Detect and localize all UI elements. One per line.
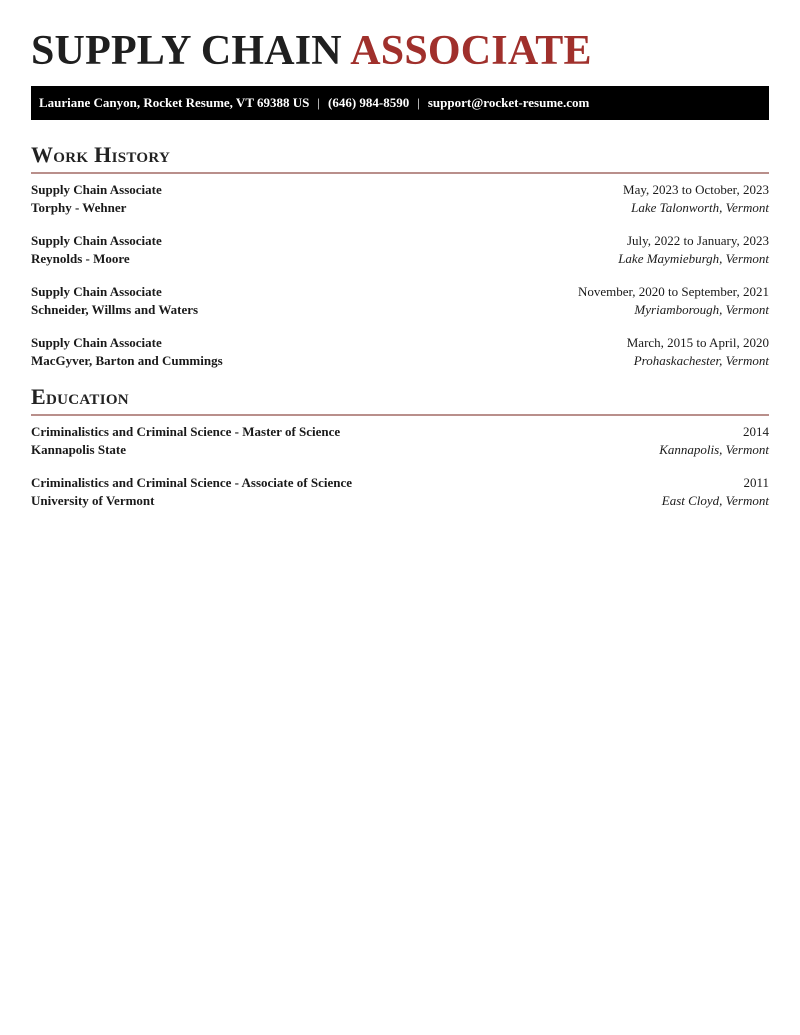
title-first-part: SUPPLY CHAIN — [31, 28, 342, 74]
contact-separator: | — [317, 95, 320, 110]
contact-phone: (646) 984-8590 — [327, 95, 410, 110]
job-location: Myriamborough, Vermont — [634, 302, 769, 317]
education-entry — [31, 423, 769, 459]
work-entry — [31, 232, 769, 268]
contact-bar — [31, 86, 769, 120]
job-location: Lake Talonworth, Vermont — [631, 200, 769, 215]
section-divider — [31, 172, 769, 174]
job-title: Supply Chain Associate — [31, 182, 162, 197]
degree-title: Criminalistics and Criminal Science - Associate of Science — [31, 475, 352, 490]
title-accent-part: ASSOCIATE — [350, 28, 592, 74]
school-location: Kannapolis, Vermont — [659, 442, 769, 457]
contact-address: Lauriane Canyon, Rocket Resume, VT 69388 US — [39, 95, 310, 110]
work-history-list — [31, 181, 769, 370]
job-location: Lake Maymieburgh, Vermont — [618, 251, 769, 266]
job-dates: May, 2023 to October, 2023 — [623, 182, 769, 197]
job-title: Supply Chain Associate — [31, 233, 162, 248]
section-divider — [31, 414, 769, 416]
company-name: Torphy - Wehner — [31, 200, 127, 215]
school-name: Kannapolis State — [31, 442, 126, 457]
education-list — [31, 423, 769, 510]
company-name: Reynolds - Moore — [31, 251, 130, 266]
contact-separator: | — [417, 95, 420, 110]
graduation-year: 2014 — [743, 424, 769, 439]
job-location: Prohaskachester, Vermont — [633, 353, 769, 368]
company-name: Schneider, Willms and Waters — [31, 302, 199, 317]
school-location: East Cloyd, Vermont — [661, 493, 769, 508]
school-name: University of Vermont — [31, 493, 155, 508]
job-title: Supply Chain Associate — [31, 335, 162, 350]
contact-email: support@rocket-resume.com — [427, 95, 590, 110]
graduation-year: 2011 — [743, 475, 769, 490]
work-history-heading: Work History — [31, 142, 171, 167]
job-dates: July, 2022 to January, 2023 — [626, 233, 769, 248]
job-title: Supply Chain Associate — [31, 284, 162, 299]
education-heading: Education — [31, 384, 129, 409]
job-dates: March, 2015 to April, 2020 — [626, 335, 769, 350]
work-entry — [31, 334, 769, 370]
resume-title — [31, 0, 769, 74]
work-entry — [31, 283, 769, 319]
education-entry — [31, 474, 769, 510]
job-dates: November, 2020 to September, 2021 — [577, 284, 769, 299]
company-name: MacGyver, Barton and Cummings — [31, 353, 223, 368]
degree-title: Criminalistics and Criminal Science - Master of Science — [31, 424, 341, 439]
work-entry — [31, 181, 769, 217]
